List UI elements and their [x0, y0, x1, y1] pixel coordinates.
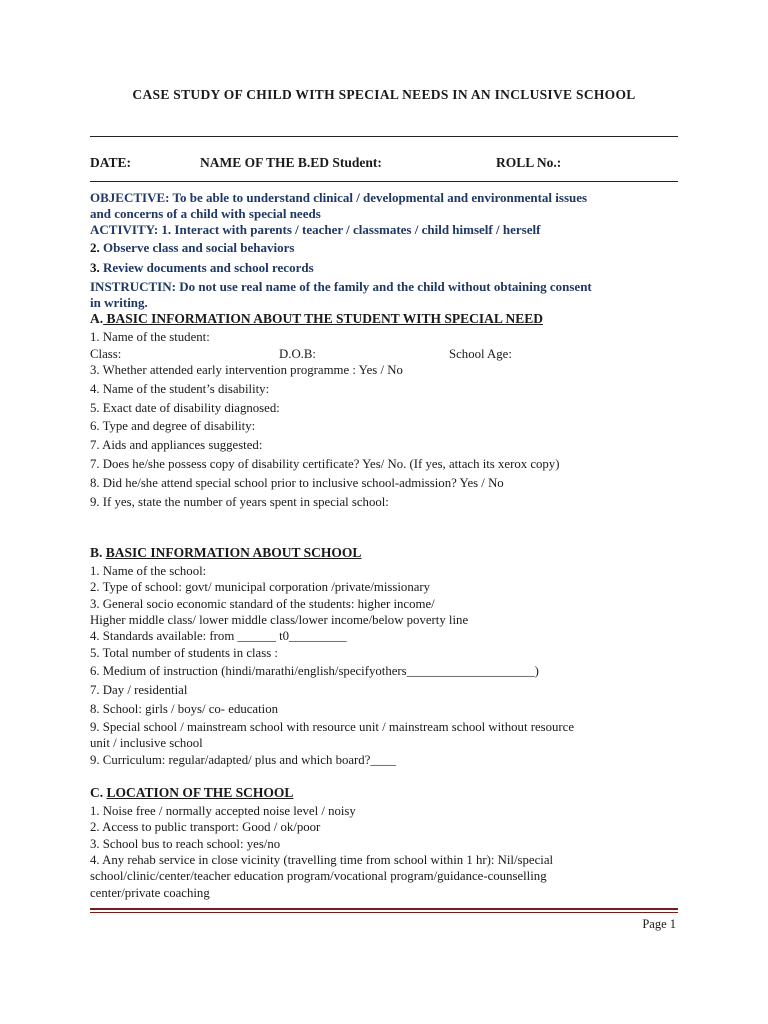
- section-a-school-age-label: School Age:: [449, 347, 512, 361]
- section-b-heading: [90, 545, 361, 561]
- section-b-item: 6. Medium of instruction (hindi/marathi/english/specifyothers____________________): [90, 664, 539, 678]
- section-b-item: 9. Curriculum: regular/adapted/ plus and which board?____: [90, 753, 396, 767]
- section-b-item: 2. Type of school: govt/ municipal corporation /private/missionary: [90, 580, 431, 594]
- instruction-text-2: in writing.: [90, 295, 148, 310]
- activity-label: ACTIVITY:: [90, 222, 159, 237]
- footer-rule-thick: [90, 908, 678, 910]
- section-a-item: 5. Exact date of disability diagnosed:: [90, 401, 280, 415]
- objective-label: OBJECTIVE:: [90, 190, 170, 205]
- section-c-item: 1. Noise free / normally accepted noise level / noisy: [90, 804, 356, 818]
- date-label: DATE:: [90, 155, 132, 170]
- section-c-item: school/clinic/center/teacher education program/vocational program/guidance-counselling: [90, 869, 547, 883]
- section-b-item: 3. General socio economic standard of the students: higher income/: [90, 597, 435, 611]
- footer-rule-thin: [90, 912, 678, 913]
- objective-text-2: and concerns of a child with special needs: [90, 206, 321, 221]
- activity-line-1: [90, 222, 540, 238]
- section-a-item: 9. If yes, state the number of years spent in special school:: [90, 495, 389, 509]
- section-c-letter: C.: [90, 785, 104, 800]
- section-b-item: 8. School: girls / boys/ co- education: [90, 702, 279, 716]
- activity-item-2: Observe class and social behaviors: [99, 240, 295, 255]
- section-a-item: 8. Did he/she attend special school prior to inclusive school-admission? Yes / No: [90, 476, 504, 490]
- document-title: CASE STUDY OF CHILD WITH SPECIAL NEEDS IN AN INCLUSIVE SCHOOL: [132, 87, 636, 102]
- section-b-item: Higher middle class/ lower middle class/lower income/below poverty line: [90, 613, 469, 627]
- objective-text-1: To be able to understand clinical / developmental and environmental issues: [169, 190, 588, 205]
- section-a-item: 1. Name of the student:: [90, 330, 210, 344]
- section-a-heading: [90, 311, 543, 327]
- objective-line-1: [90, 190, 587, 206]
- activity-item-3: Review documents and school records: [99, 260, 314, 275]
- section-b-item: 7. Day / residential: [90, 683, 188, 697]
- section-c-item: 4. Any rehab service in close vicinity (travelling time from school within 1 hr): Nil/special: [90, 853, 554, 867]
- section-a-item: 3. Whether attended early intervention programme : Yes / No: [90, 363, 403, 377]
- activity-line-3: [90, 260, 314, 276]
- section-a-item: 6. Type and degree of disability:: [90, 419, 256, 433]
- activity-item-1: 1. Interact with parents / teacher / classmates / child himself / herself: [158, 222, 541, 237]
- instruction-label: INSTRUCTIN:: [90, 279, 176, 294]
- section-c-heading: [90, 785, 293, 801]
- instruction-text-1: Do not use real name of the family and the child without obtaining consent: [175, 279, 592, 294]
- section-b-item: unit / inclusive school: [90, 736, 203, 750]
- section-b-item: 9. Special school / mainstream school with resource unit / mainstream school without resource: [90, 720, 575, 734]
- header-top-rule: [90, 136, 678, 137]
- section-a-letter: A.: [90, 311, 104, 326]
- section-b-item: 4. Standards available: from ______ t0_________: [90, 629, 347, 643]
- section-a-class-label: Class:: [90, 347, 122, 361]
- activity-item-3-number: 3.: [90, 260, 100, 275]
- header-bottom-rule: [90, 181, 678, 182]
- activity-line-2: [90, 240, 294, 256]
- section-a-title: BASIC INFORMATION ABOUT THE STUDENT WITH SPECIAL NEED: [103, 311, 543, 326]
- section-a-item: 7. Does he/she possess copy of disability certificate? Yes/ No. (If yes, attach its xerox copy): [90, 457, 560, 471]
- section-a-item: 7. Aids and appliances suggested:: [90, 438, 263, 452]
- section-b-title: BASIC INFORMATION ABOUT SCHOOL: [105, 545, 362, 560]
- section-c-title: LOCATION OF THE SCHOOL: [106, 785, 294, 800]
- page-number: Page 1: [642, 917, 676, 931]
- section-c-item: 3. School bus to reach school: yes/no: [90, 837, 281, 851]
- section-b-item: 5. Total number of students in class :: [90, 646, 278, 660]
- section-a-dob-label: D.O.B:: [279, 347, 316, 361]
- section-b-item: 1. Name of the school:: [90, 564, 207, 578]
- student-name-label: NAME OF THE B.ED Student:: [200, 155, 382, 170]
- activity-item-2-number: 2.: [90, 240, 100, 255]
- instruction-line-1: [90, 279, 592, 295]
- section-c-item: center/private coaching: [90, 886, 210, 900]
- section-a-item: 4. Name of the student’s disability:: [90, 382, 270, 396]
- section-b-letter: B.: [90, 545, 103, 560]
- roll-number-label: ROLL No.:: [496, 155, 562, 170]
- section-c-item: 2. Access to public transport: Good / ok/poor: [90, 820, 321, 834]
